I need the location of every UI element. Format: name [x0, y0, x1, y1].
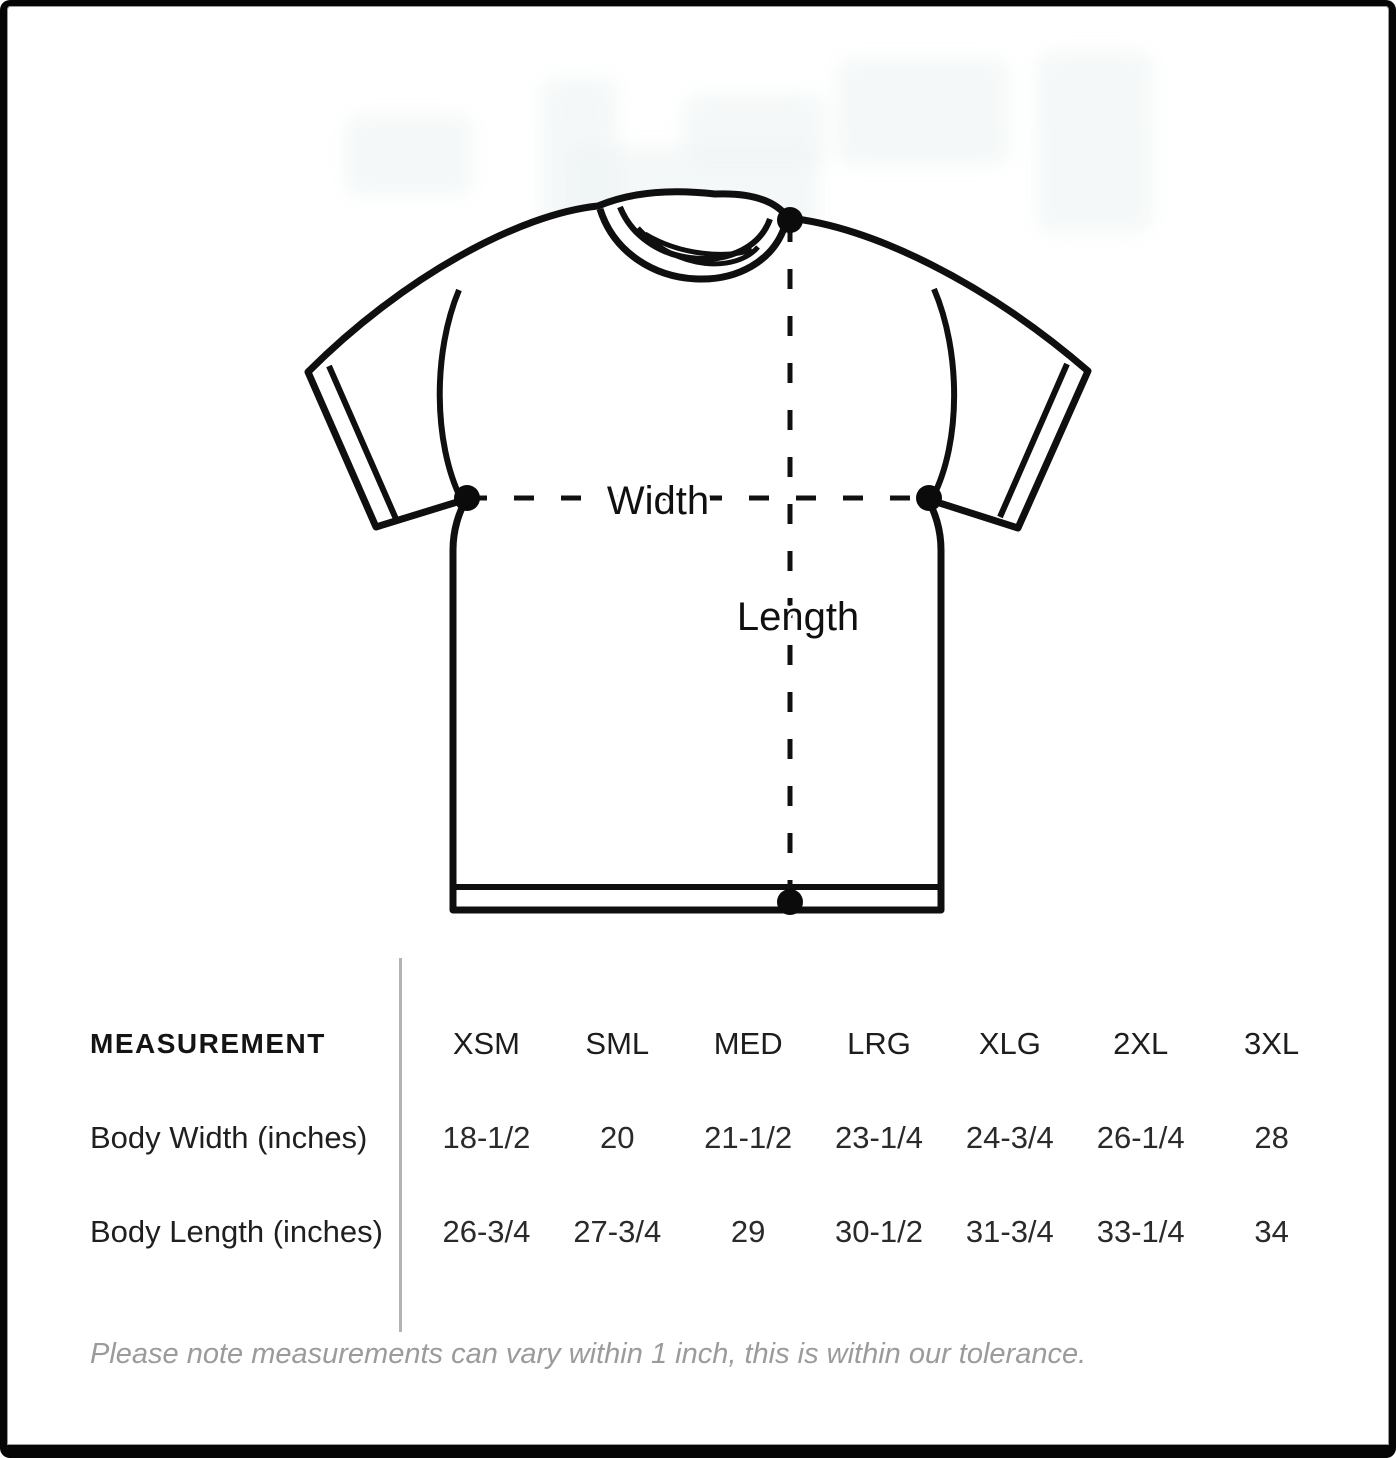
body-length-value: 29	[730, 1214, 766, 1249]
hem-dot	[777, 889, 803, 915]
size-header-sml: SML	[585, 1026, 650, 1061]
row-label-body-length: Body Length (inches)	[90, 1214, 383, 1249]
collar-dot	[777, 207, 803, 233]
body-length-value: 30-1/2	[835, 1214, 923, 1249]
body-length-value: 34	[1254, 1214, 1289, 1249]
size-header-3xl: 3XL	[1243, 1026, 1300, 1061]
body-length-value: 27-3/4	[573, 1214, 662, 1249]
right-armpit-dot	[916, 485, 942, 511]
body-length-value: 33-1/4	[1096, 1214, 1185, 1249]
measurement-header: MEASUREMENT	[90, 1028, 326, 1059]
width-label: Width	[606, 479, 710, 523]
body-length-value: 31-3/4	[965, 1214, 1054, 1249]
body-width-value: 23-1/4	[835, 1120, 923, 1155]
left-armpit-dot	[454, 485, 480, 511]
size-header-xlg: XLG	[978, 1026, 1041, 1061]
body-width-value: 21-1/2	[704, 1120, 793, 1155]
tshirt-outline	[308, 192, 1088, 910]
body-width-value: 26-1/4	[1096, 1120, 1185, 1155]
size-header-xsm: XSM	[452, 1026, 521, 1061]
size-header-lrg: LRG	[847, 1026, 911, 1061]
size-header-2xl: 2XL	[1113, 1026, 1169, 1061]
body-width-value: 20	[600, 1120, 635, 1155]
tshirt-diagram	[7, 6, 1389, 966]
length-label: Length	[736, 595, 860, 639]
body-length-value: 26-3/4	[442, 1214, 531, 1249]
tolerance-note: Please note measurements can vary within 1 inch, this is within our tolerance.	[90, 1338, 1087, 1370]
body-width-value: 24-3/4	[965, 1120, 1054, 1155]
size-header-med: MED	[713, 1026, 783, 1061]
size-table	[7, 997, 1389, 1279]
body-width-value: 18-1/2	[442, 1120, 531, 1155]
row-label-body-width: Body Width (inches)	[90, 1120, 368, 1155]
body-width-value: 28	[1254, 1120, 1289, 1155]
